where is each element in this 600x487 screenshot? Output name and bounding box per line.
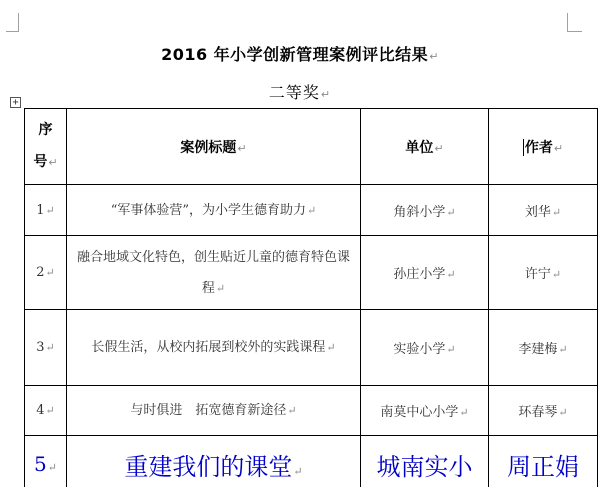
- paragraph-mark-icon: ↵: [446, 268, 456, 281]
- cell-number[interactable]: 3↵: [25, 310, 67, 386]
- paragraph-mark-icon: ↵: [45, 266, 55, 279]
- paragraph-mark-icon: ↵: [45, 404, 55, 417]
- cell-author[interactable]: 环春琴↵: [489, 386, 598, 436]
- cell-unit[interactable]: 孙庄小学↵: [361, 236, 489, 310]
- document-title[interactable]: 2016 年小学创新管理案例评比结果↵: [161, 45, 439, 64]
- crop-mark-top-left: [6, 13, 19, 32]
- paragraph-mark-icon: ↵: [215, 281, 226, 295]
- table-row: [25, 386, 598, 436]
- header-case-title[interactable]: 案例标题↵: [67, 109, 361, 185]
- table-row: [25, 185, 598, 236]
- paragraph-mark-icon: ↵: [48, 156, 58, 169]
- cell-author[interactable]: 许宁↵: [489, 236, 598, 310]
- header-author[interactable]: 作者↵: [489, 109, 598, 185]
- cell-unit[interactable]: 城南实小: [361, 436, 489, 487]
- paragraph-mark-icon: ↵: [434, 141, 444, 155]
- table-row: [25, 236, 598, 310]
- cell-case-title[interactable]: 融合地域文化特色，创生贴近儿童的德育特色课程↵: [67, 236, 361, 310]
- cell-unit[interactable]: 南莫中心小学↵: [361, 386, 489, 436]
- paragraph-mark-icon: ↵: [459, 406, 469, 419]
- header-number[interactable]: 序 号↵: [25, 109, 67, 185]
- cell-number[interactable]: 4↵: [25, 386, 67, 436]
- paragraph-mark-icon: ↵: [558, 343, 568, 356]
- paragraph-mark-icon: ↵: [429, 50, 439, 63]
- paragraph-mark-icon: ↵: [551, 205, 562, 219]
- paragraph-mark-icon: ↵: [237, 141, 247, 155]
- cell-author[interactable]: 刘华↵: [489, 185, 598, 236]
- cell-author[interactable]: 李建梅↵: [489, 310, 598, 386]
- paragraph-mark-icon: ↵: [320, 88, 332, 101]
- cell-number[interactable]: 5↵: [25, 436, 67, 487]
- cell-number[interactable]: 1↵: [25, 185, 67, 236]
- paragraph-mark-icon: ↵: [287, 404, 297, 417]
- award-level-heading[interactable]: 二等奖↵: [268, 83, 332, 102]
- cell-case-title[interactable]: “军事体验营”，为小学生德育助力↵: [67, 185, 361, 236]
- cell-unit[interactable]: 角斜小学↵: [361, 185, 489, 236]
- table-row: [25, 436, 598, 487]
- award-table: [24, 108, 598, 487]
- table-header-row: [25, 109, 598, 185]
- table-row: [25, 310, 598, 386]
- paragraph-mark-icon: ↵: [45, 203, 55, 217]
- text-cursor: [523, 139, 524, 156]
- cell-case-title[interactable]: 与时俱进 拓宽德育新途径↵: [67, 386, 361, 436]
- paragraph-mark-icon: ↵: [553, 141, 564, 155]
- paragraph-mark-icon: ↵: [47, 461, 57, 474]
- paragraph-mark-icon: ↵: [45, 341, 55, 354]
- cell-number[interactable]: 2↵: [25, 236, 67, 310]
- table-move-handle-icon[interactable]: +: [10, 97, 21, 108]
- paragraph-mark-icon: ↵: [446, 205, 456, 219]
- paragraph-mark-icon: ↵: [446, 343, 456, 356]
- paragraph-mark-icon: ↵: [326, 341, 336, 354]
- paragraph-mark-icon: ↵: [551, 268, 562, 281]
- cell-case-title[interactable]: 长假生活，从校内拓展到校外的实践课程↵: [67, 310, 361, 386]
- paragraph-mark-icon: ↵: [293, 464, 303, 478]
- crop-mark-top-right: [567, 13, 582, 32]
- cell-author[interactable]: 周正娟: [489, 436, 598, 487]
- cell-unit[interactable]: 实验小学↵: [361, 310, 489, 386]
- header-unit[interactable]: 单位↵: [361, 109, 489, 185]
- paragraph-mark-icon: ↵: [307, 203, 317, 217]
- paragraph-mark-icon: ↵: [558, 406, 568, 419]
- cell-case-title[interactable]: 重建我们的课堂↵: [67, 436, 361, 487]
